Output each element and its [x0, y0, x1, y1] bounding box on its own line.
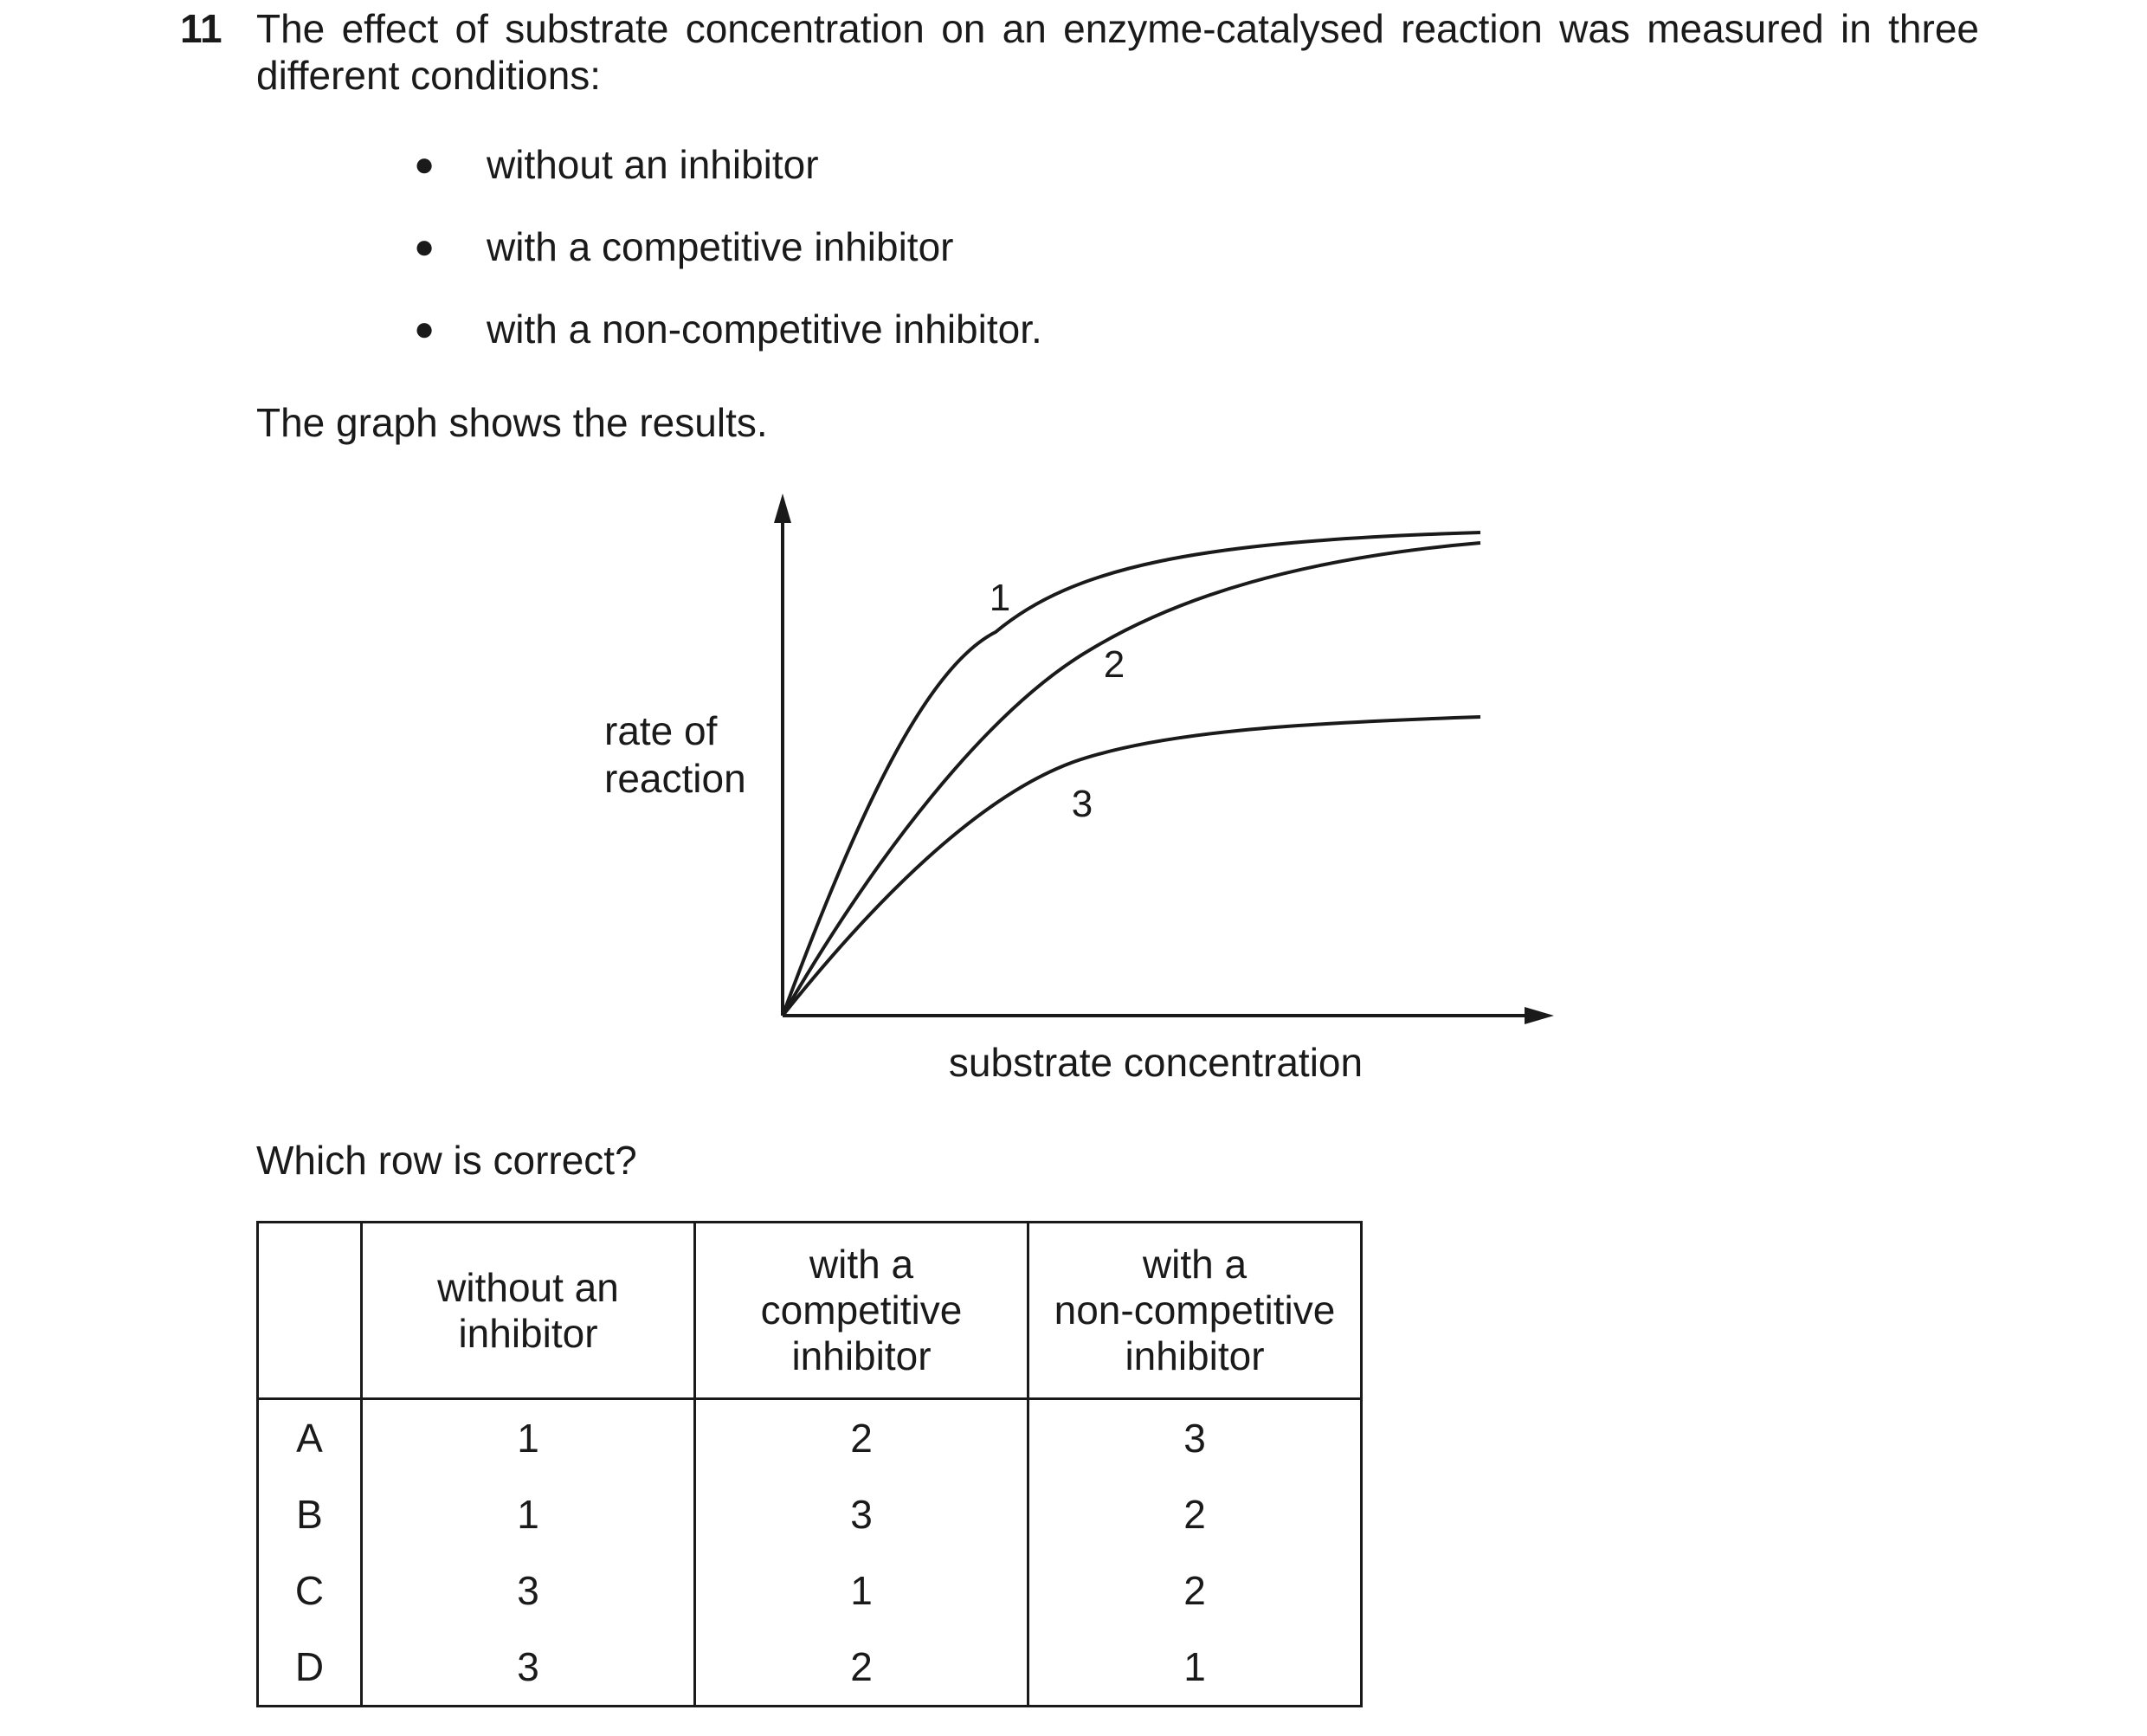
header-line: non-competitive: [1054, 1287, 1336, 1333]
table-header-cell: [362, 1223, 695, 1399]
bullet-dot: ●: [414, 310, 435, 348]
table-cell: 2: [1028, 1552, 1362, 1629]
header-line: inhibitor: [791, 1333, 932, 1378]
table-cell: 3: [362, 1552, 695, 1629]
table-header-blank: [258, 1223, 362, 1399]
table-cell: 1: [1028, 1629, 1362, 1707]
table-row: [258, 1399, 1362, 1477]
table-header-row: [258, 1223, 1362, 1399]
curve-label-3: 3: [1071, 783, 1093, 825]
bullet-dot: ●: [414, 145, 435, 184]
header-line: without an: [437, 1264, 619, 1310]
table-row: [258, 1476, 1362, 1552]
x-axis-arrow-icon: [1525, 1007, 1554, 1024]
graph-intro: The graph shows the results.: [256, 400, 768, 445]
table-cell: 3: [695, 1476, 1028, 1552]
bullet-dot: ●: [414, 228, 435, 266]
y-axis-label: rate of: [604, 708, 718, 753]
table-cell: 2: [695, 1399, 1028, 1477]
row-letter: B: [258, 1476, 362, 1552]
answer-table: [256, 1221, 1363, 1707]
question-number: 11: [180, 6, 222, 51]
question-prompt: Which row is correct?: [256, 1138, 637, 1183]
x-axis-label: substrate concentration: [948, 1040, 1364, 1085]
condition-item: without an inhibitor: [487, 142, 819, 187]
table-row: [258, 1629, 1362, 1707]
curve-label-2: 2: [1103, 643, 1125, 686]
header-line: with a: [809, 1242, 914, 1287]
table-cell: 2: [1028, 1476, 1362, 1552]
table-header-cell: [1028, 1223, 1362, 1399]
table-cell: 3: [1028, 1399, 1362, 1477]
table-header-cell: [695, 1223, 1028, 1399]
header-line: with a: [1142, 1242, 1248, 1287]
header-line: inhibitor: [458, 1310, 598, 1356]
header-line: competitive: [760, 1287, 963, 1333]
header-line: inhibitor: [1125, 1333, 1265, 1378]
table-cell: 1: [362, 1476, 695, 1552]
table-cell: 2: [695, 1629, 1028, 1707]
question-text: The effect of substrate concentration on an enzyme-catalysed reaction was measured in three different conditions:: [256, 6, 1979, 98]
condition-item: with a non-competitive inhibitor.: [487, 307, 1042, 352]
table-cell: 1: [362, 1399, 695, 1477]
curve-label-1: 1: [989, 577, 1011, 619]
table-row: [258, 1552, 1362, 1629]
row-letter: D: [258, 1629, 362, 1707]
table-cell: 3: [362, 1629, 695, 1707]
row-letter: A: [258, 1399, 362, 1477]
y-axis-label: reaction: [604, 756, 746, 801]
condition-item: with a competitive inhibitor: [487, 224, 954, 269]
curve-3: [783, 717, 1480, 1016]
curve-1: [783, 532, 1480, 1016]
row-letter: C: [258, 1552, 362, 1629]
y-axis-arrow-icon: [774, 494, 791, 523]
curve-2: [783, 543, 1480, 1016]
table-cell: 1: [695, 1552, 1028, 1629]
